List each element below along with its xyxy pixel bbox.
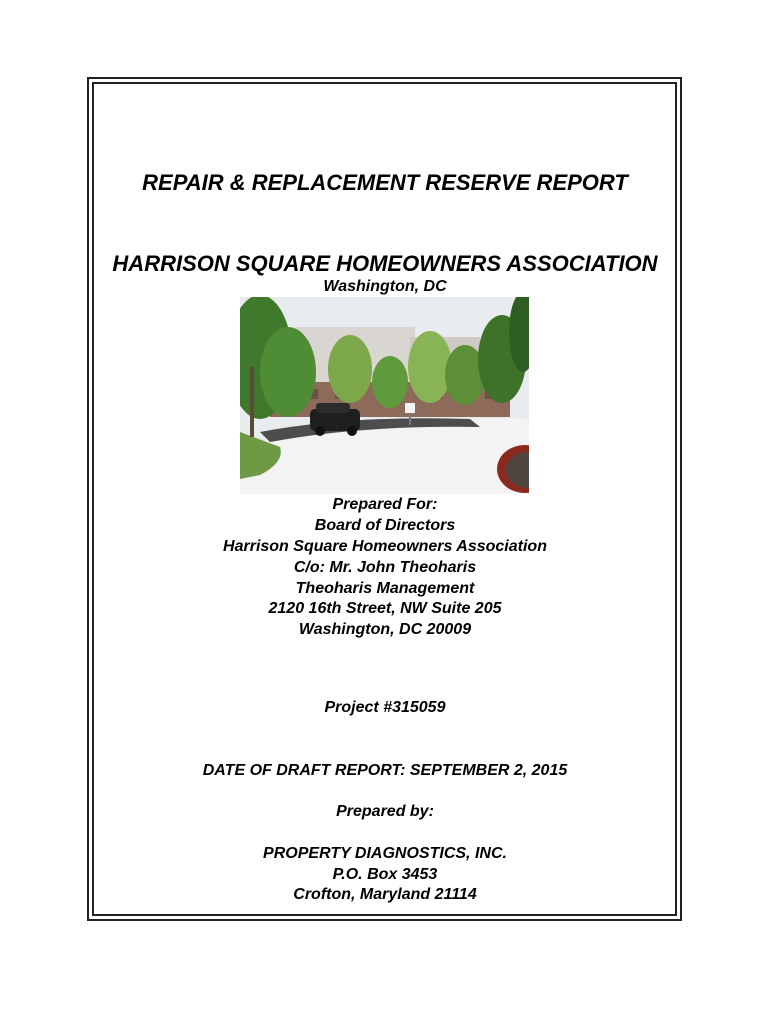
project-number: Project #315059 bbox=[324, 699, 446, 716]
prepared-for-line: Washington, DC 20009 bbox=[298, 621, 472, 638]
prepared-for-line: Harrison Square Homeowners Association bbox=[223, 538, 547, 555]
prepared-by-line: P.O. Box 3453 bbox=[332, 866, 438, 883]
prepared-by-heading: Prepared by: bbox=[336, 803, 434, 820]
prepared-by-line: PROPERTY DIAGNOSTICS, INC. bbox=[263, 845, 507, 862]
prepared-for-line: Board of Directors bbox=[314, 517, 456, 534]
prepared-for-heading: Prepared For: bbox=[332, 496, 438, 513]
prepared-by-line: Crofton, Maryland 21114 bbox=[293, 886, 477, 903]
prepared-for-line: Theoharis Management bbox=[295, 580, 475, 597]
prepared-for-line: 2120 16th Street, NW Suite 205 bbox=[268, 600, 502, 617]
property-photo bbox=[240, 297, 529, 494]
association-name: HARRISON SQUARE HOMEOWNERS ASSOCIATION bbox=[112, 251, 658, 276]
report-title: REPAIR & REPLACEMENT RESERVE REPORT bbox=[142, 170, 628, 195]
location: Washington, DC bbox=[323, 278, 447, 295]
draft-report-date: DATE OF DRAFT REPORT: SEPTEMBER 2, 2015 bbox=[202, 762, 568, 779]
prepared-for-line: C/o: Mr. John Theoharis bbox=[293, 559, 477, 576]
